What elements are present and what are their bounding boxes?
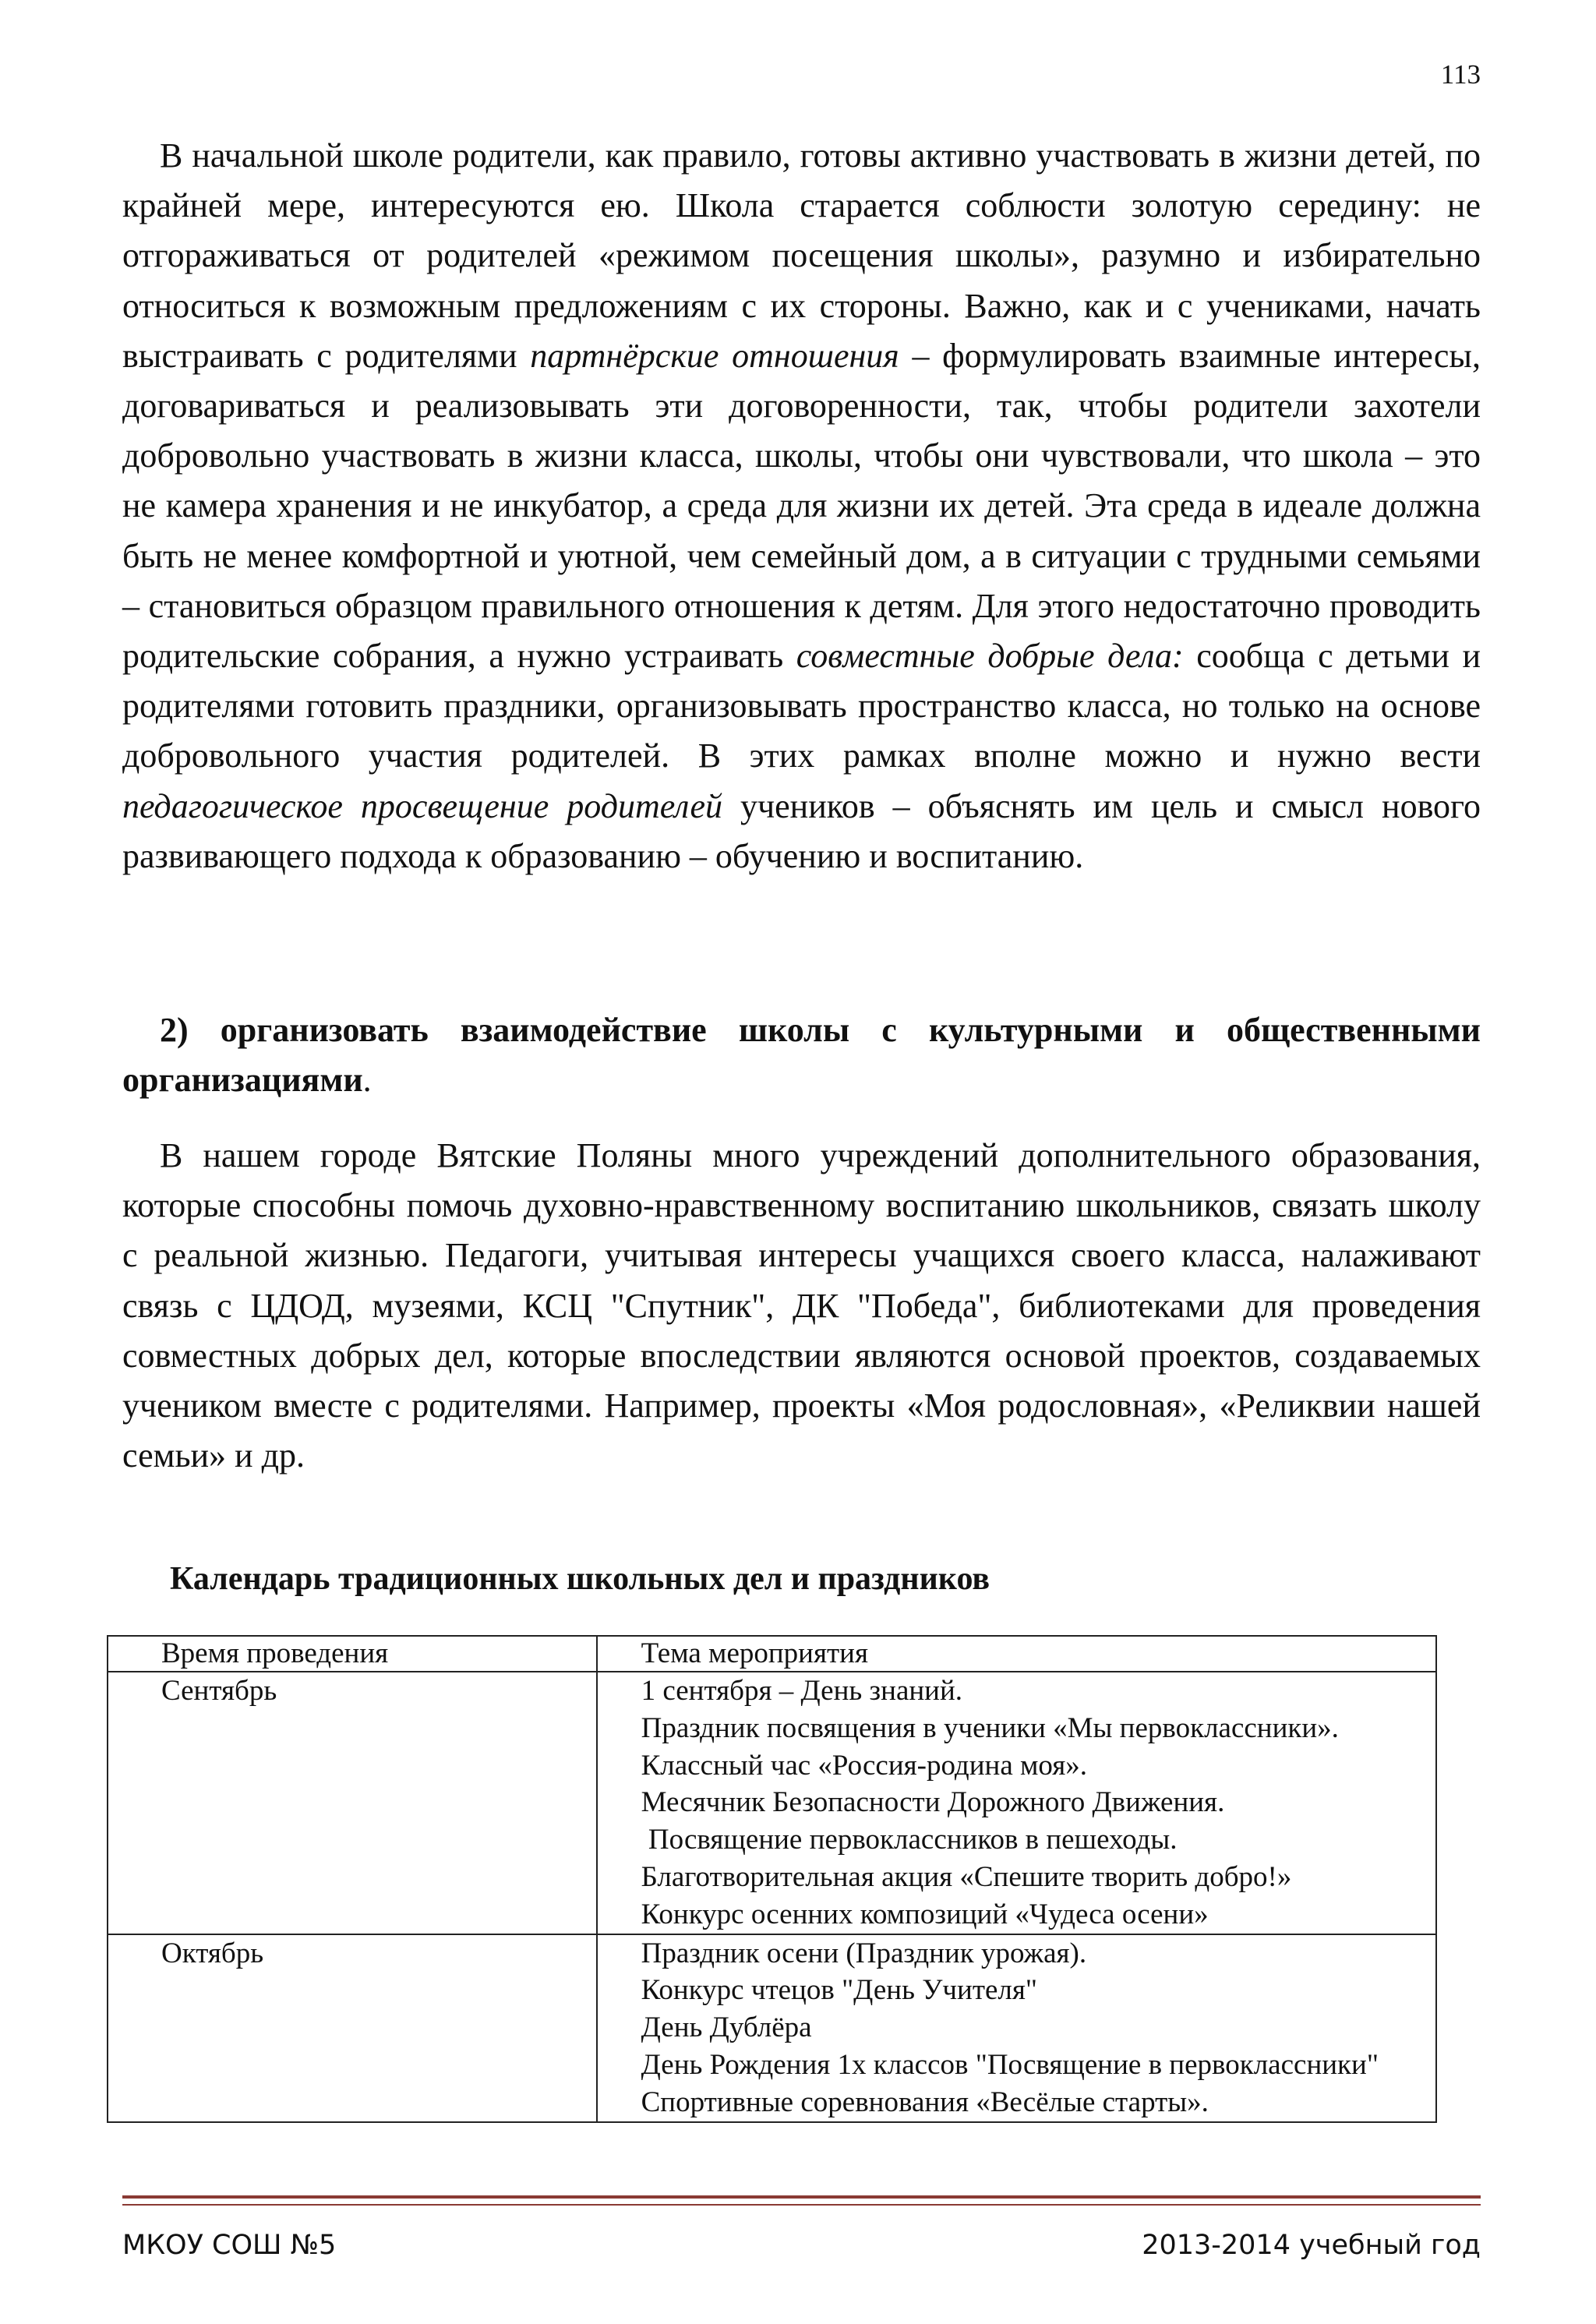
event-item: Конкурс чтецов "День Учителя" bbox=[641, 1974, 1038, 2007]
para1-emphasis-3: педагогическое просвещение родителей bbox=[122, 786, 722, 825]
section-heading-2 bbox=[122, 1005, 1481, 1105]
para1-text-3: сообща с детьми и родителями готовить праздники, организовывать пространство класса, но только на основе добровольного участия родителей. В этих рамках вполне можно и нужно вести bbox=[122, 637, 1481, 775]
para1-text-2: – формулировать взаимные интересы, договариваться и реализовывать эти договоренности, так, чтобы родители захотели добровольно участвовать в жизни класса, школы, чтобы они чувствовали, что школа – это не камера хранения и не инкубатор, а среда для жизни их детей. Эта среда в идеале должна быть не менее комфортной и уютной, чем семейный дом, а в ситуации с трудными семьями – становиться образцом правильного отношения к детям. Для этого недостаточно проводить родительские собрания, а нужно устраивать bbox=[122, 336, 1481, 676]
section-heading-2-bold: 2) организовать взаимодействие школы с культурными и общественными организациями bbox=[122, 1011, 1481, 1100]
para1-emphasis-2: совместные добрые дела: bbox=[796, 637, 1184, 676]
footer-school-name: МКОУ СОШ №5 bbox=[122, 2230, 337, 2261]
header-time: Время проведения bbox=[108, 1636, 597, 1672]
event-item: Конкурс осенних композиций «Чудеса осени» bbox=[641, 1898, 1209, 1930]
footer-school-year: 2013-2014 учебный год bbox=[1142, 2230, 1481, 2261]
event-item: Благотворительная акция «Спешите творить добро!» bbox=[641, 1860, 1292, 1893]
footer-rule-thin bbox=[122, 2204, 1481, 2206]
event-item: Классный час «Россия-родина моя». bbox=[641, 1749, 1087, 1782]
para1-emphasis-1: партнёрские отношения bbox=[530, 336, 899, 375]
event-item: Спортивные соревнования «Весёлые старты». bbox=[641, 2086, 1209, 2118]
event-item: День Рождения 1х классов "Посвящение в первоклассники" bbox=[641, 2048, 1379, 2081]
table-row-october bbox=[108, 1934, 1436, 2122]
events-cell bbox=[597, 1934, 1436, 2122]
footer-rule-thick bbox=[122, 2195, 1481, 2199]
event-item: 1 сентября – День знаний. bbox=[641, 1675, 963, 1707]
event-item: Праздник посвящения в ученики «Мы первоклассники». bbox=[641, 1711, 1339, 1744]
event-item: Месячник Безопасности Дорожного Движения. bbox=[641, 1786, 1225, 1819]
para1-text-4: учеников – объяснять им цель и смысл нового развивающего подхода к образованию – обучению и воспитанию. bbox=[122, 786, 1481, 875]
table-row-september bbox=[108, 1672, 1436, 1934]
month-cell: Октябрь bbox=[108, 1934, 597, 2122]
month-cell: Сентябрь bbox=[108, 1672, 597, 1934]
events-cell bbox=[597, 1672, 1436, 1934]
section-heading-2-tail: . bbox=[362, 1061, 372, 1100]
header-topic-label: Тема мероприятия bbox=[641, 1637, 868, 1669]
event-item: Праздник осени (Праздник урожая). bbox=[641, 1937, 1087, 1969]
paragraph-city-institutions: В нашем городе Вятские Поляны много учреждений дополнительного образования, которые способны помочь духовно-нравственному воспитанию школьников, связать школу с реальной жизнью. Педагоги, учитывая интересы учащихся своего класса, налаживают связь с ЦДОД, музеями, КСЦ "Спутник", ДК "Победа", библиотеками для проведения совместных добрых дел, которые впоследствии являются основой проектов, создаваемых учеником вместе с родителями. Например, проекты «Моя родословная», «Реликвии нашей семьи» и др. bbox=[122, 1136, 1481, 1475]
event-item: День Дублёра bbox=[641, 2011, 812, 2044]
header-topic bbox=[597, 1636, 1436, 1672]
para1-text-1: В начальной школе родители, как правило, готовы активно участвовать в жизни детей, по крайней мере, интересуются ею. Школа старается соблюсти золотую середину: не отгораживаться от родителей «режимом посещения школы», разумно и избирательно относиться к возможным предложениям с их стороны. Важно, как и с учениками, начать выстраивать с родителями bbox=[122, 136, 1481, 375]
table-header-row bbox=[108, 1636, 1436, 1672]
page-number: 113 bbox=[1440, 59, 1481, 90]
calendar-table bbox=[107, 1635, 1437, 2123]
paragraph-parents bbox=[122, 131, 1481, 881]
event-item: Посвящение первоклассников в пешеходы. bbox=[641, 1824, 1178, 1856]
table-caption: Календарь традиционных школьных дел и праздников bbox=[170, 1561, 990, 1597]
